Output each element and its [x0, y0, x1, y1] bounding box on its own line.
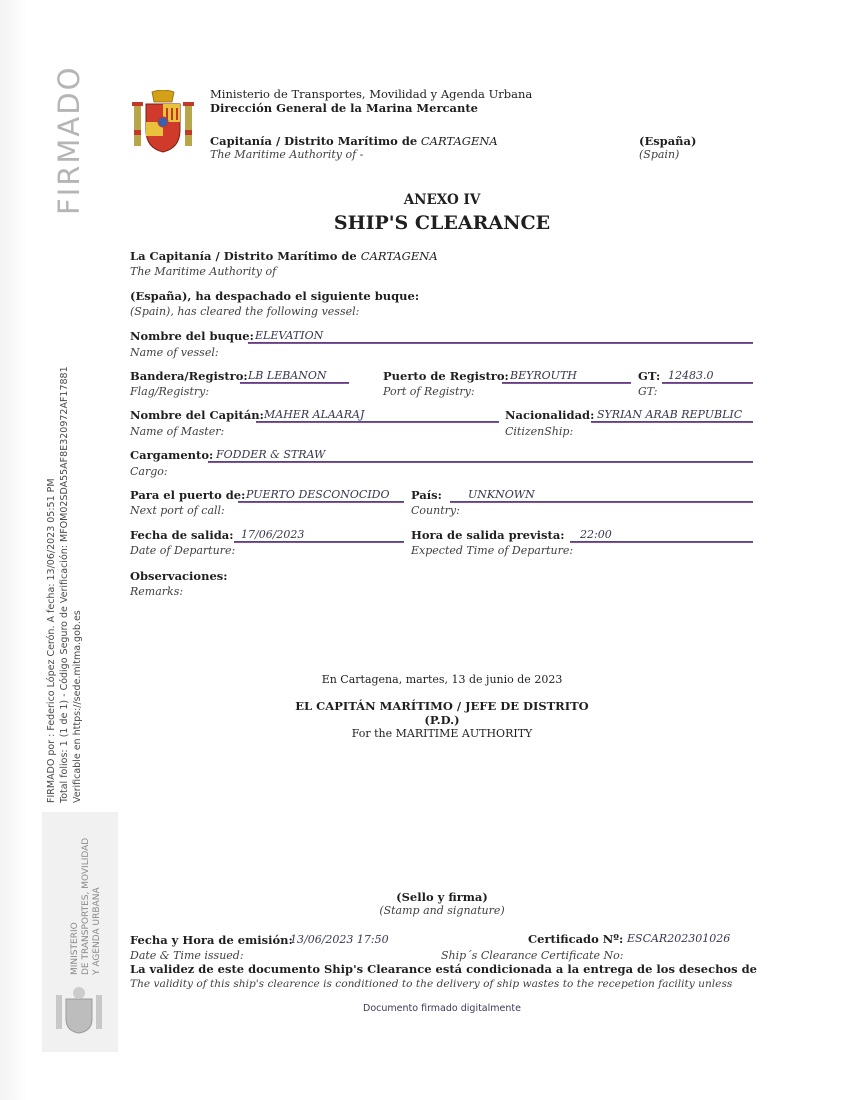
remarks-en: Remarks: [130, 585, 184, 598]
header-capitania-en-value: - [359, 148, 364, 161]
digital-signature-note: Documento firmado digitalmente [363, 1003, 521, 1014]
validity-en: The validity of this ship's clearence is conditioned to the delivery of ship wastes to the recepetion facility unless [130, 978, 733, 990]
header-capitania-en-label: The Maritime Authority of [210, 148, 357, 161]
country-label: País: [411, 488, 442, 502]
intro-line2-en: (Spain), has cleared the following vessel: [130, 305, 360, 318]
flag-en: Flag/Registry: [130, 385, 210, 398]
time-underline [570, 541, 753, 542]
folios-verification-line: Total folios: 1 (1 de 1) - Código Seguro de Verificación: MFOM02SDA55AF8E320972AF17881 [59, 366, 70, 803]
port-registry-label: Puerto de Registro: [383, 369, 509, 383]
firmado-watermark: FIRMADO [52, 65, 86, 215]
vessel-label: Nombre del buque: [130, 329, 254, 343]
cert-label: Certificado Nº: [528, 932, 624, 946]
port-registry-value: BEYROUTH [510, 369, 577, 382]
master-en: Name of Master: [130, 425, 225, 438]
next-port-value: PUERTO DESCONOCIDO [246, 488, 390, 501]
page-edge-shadow [0, 0, 28, 1100]
header-capitania-en [210, 148, 363, 161]
intro-line1 [130, 249, 438, 263]
master-value: MAHER ALAARAJ [264, 408, 365, 421]
next-port-label: Para el puerto de: [130, 488, 246, 502]
gt-value: 12483.0 [668, 369, 714, 382]
directorate-name: Dirección General de la Marina Mercante [210, 101, 478, 115]
annex-title: ANEXO IV [403, 192, 481, 208]
remarks-label: Observaciones: [130, 569, 228, 583]
intro-line2: (España), ha despachado el siguiente buque: [130, 289, 420, 303]
header-capitania [210, 134, 498, 148]
place-date: En Cartagena, martes, 13 de junio de 2023 [321, 673, 563, 686]
header-country-en: (Spain) [639, 148, 680, 161]
flag-value: LB LEBANON [248, 369, 327, 382]
intro-label: La Capitanía / Distrito Marítimo de [130, 249, 357, 263]
country-underline [450, 501, 753, 502]
nationality-underline [591, 421, 753, 422]
cert-value: ESCAR202301026 [627, 932, 731, 945]
ministry-vertical-line2: DE TRANSPORTES, MOVILIDAD [81, 837, 91, 975]
departure-value: 17/06/2023 [241, 528, 305, 541]
nationality-value: SYRIAN ARAB REPUBLIC [597, 408, 743, 421]
cargo-underline [208, 461, 753, 462]
departure-en: Date of Departure: [130, 544, 236, 557]
validity-text: La validez de este documento Ship's Clearance está condicionada a la entrega de los desechos de [130, 962, 757, 976]
departure-underline [234, 541, 404, 542]
port-registry-underline [502, 382, 631, 383]
seal-label: (Sello y firma) [396, 890, 488, 904]
gt-en: GT: [638, 385, 658, 398]
master-label: Nombre del Capitán: [130, 408, 264, 422]
ministry-vertical-line1: MINISTERIO [70, 922, 80, 975]
issue-label: Fecha y Hora de emisión: [130, 933, 293, 947]
departure-label: Fecha de salida: [130, 528, 234, 542]
cargo-value: FODDER & STRAW [216, 448, 326, 461]
issue-value: 13/06/2023 17:50 [290, 933, 389, 946]
coat-of-arms-icon [130, 90, 196, 156]
gt-underline [662, 382, 753, 383]
next-port-en: Next port of call: [130, 504, 225, 517]
signer-info-line: FIRMADO por : Federico López Cerón. A fecha: 13/06/2023 05:51 PM [46, 478, 57, 803]
country-en: Country: [411, 504, 460, 517]
flag-underline [240, 382, 349, 383]
seal-en: (Stamp and signature) [379, 904, 505, 917]
verification-url-line: Verificable en https://sede.mitma.gob.es [72, 610, 83, 803]
vessel-en: Name of vessel: [130, 346, 219, 359]
nationality-label: Nacionalidad: [505, 408, 595, 422]
header-capitania-value: CARTAGENA [420, 134, 498, 148]
country-value: UNKNOWN [468, 488, 535, 501]
authority-en: For the MARITIME AUTHORITY [351, 727, 533, 740]
cert-en: Ship´s Clearance Certificate No: [441, 949, 624, 962]
gt-label: GT: [638, 369, 661, 383]
ministry-name: Ministerio de Transportes, Movilidad y Agenda Urbana [210, 87, 533, 101]
intro-line1-en: The Maritime Authority of [130, 265, 277, 278]
time-label: Hora de salida prevista: [411, 528, 565, 542]
time-value: 22:00 [580, 528, 612, 541]
authority-title: EL CAPITÁN MARÍTIMO / JEFE DE DISTRITO [295, 699, 589, 713]
ministry-vertical-line3: Y AGENDA URBANA [92, 887, 102, 975]
port-registry-en: Port of Registry: [383, 385, 475, 398]
nationality-en: CitizenShip: [505, 425, 574, 438]
document-title: SHIP'S CLEARANCE [333, 212, 551, 234]
vessel-underline [248, 342, 753, 343]
flag-label: Bandera/Registro: [130, 369, 248, 383]
authority-pd: (P.D.) [424, 713, 460, 727]
header-country: (España) [639, 134, 697, 148]
time-en: Expected Time of Departure: [411, 544, 574, 557]
issue-en: Date & Time issued: [130, 949, 244, 962]
cargo-en: Cargo: [130, 465, 168, 478]
header-capitania-label: Capitanía / Distrito Marítimo de [210, 134, 418, 148]
cargo-label: Cargamento: [130, 448, 214, 462]
next-port-underline [238, 501, 404, 502]
intro-value: CARTAGENA [360, 249, 438, 263]
master-underline [256, 421, 499, 422]
vessel-value: ELEVATION [255, 329, 324, 342]
